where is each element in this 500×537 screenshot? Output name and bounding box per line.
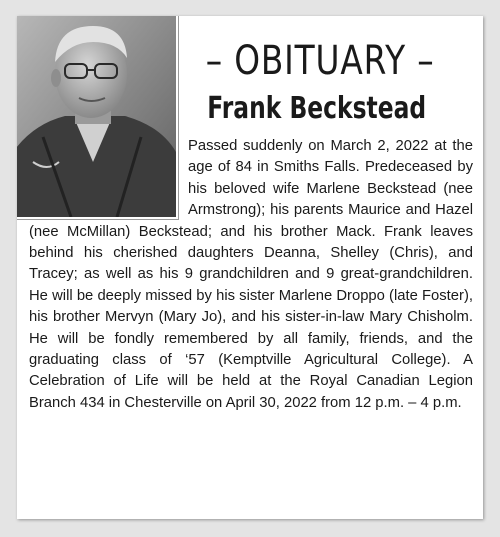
obituary-body: Passed suddenly on March 2, 2022 at the age of 84 in Smiths Falls. Predeceased by his beloved wife Marlene Beckstead (nee Armstrong); his parents Maurice and Hazel (nee McMillan) Beckstead; and his brother Mack. Frank leaves behind his cherished daughters Deanna, Shelley (Chris), and Tracey; as well as his 9 grandchildren and 9 great-grandchildren. He will be deeply missed by his sister Marlene Droppo (late Foster), his brother Mervyn (Mary Jo), and his sister-in-law Mary Chisholm. He will be fondly remembered by all family, friends, and the graduating class of ‘57 (Kemptville Agricultural College). A Celebration of Life will be held at the Royal Canadian Legion Branch 434 in Chesterville on April 30, 2022 from 12 p.m. – 4 p.m. [29, 138, 473, 411]
obituary-card [17, 16, 483, 519]
obituary-heading: – OBITUARY – [205, 38, 435, 84]
deceased-name: Frank Beckstead [207, 91, 427, 126]
